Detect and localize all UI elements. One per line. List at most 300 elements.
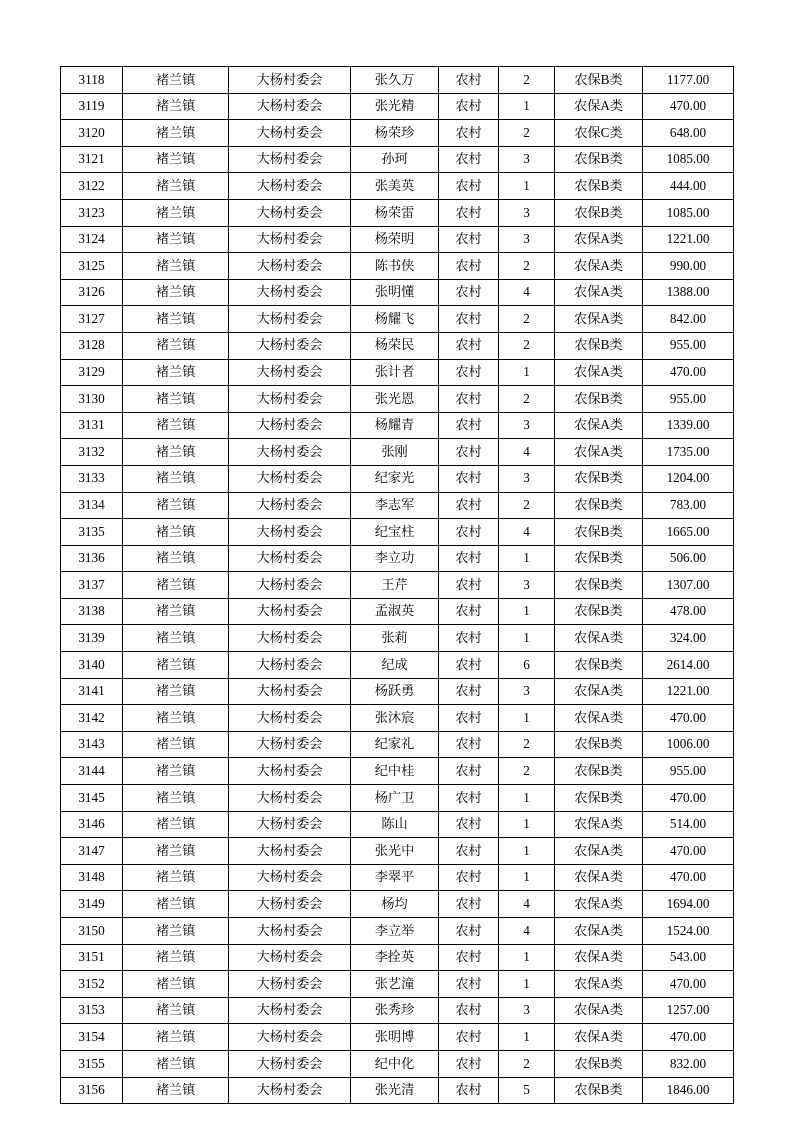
table-row [61, 598, 734, 625]
cell-person-count: 1 [499, 785, 555, 812]
cell-town: 褚兰镇 [123, 838, 229, 865]
cell-category: 农保B类 [555, 785, 643, 812]
table-row [61, 971, 734, 998]
cell-village: 大杨村委会 [229, 625, 351, 652]
cell-name: 杨广卫 [351, 785, 439, 812]
cell-category: 农保B类 [555, 519, 643, 546]
cell-name: 张艺潼 [351, 971, 439, 998]
cell-household-type: 农村 [439, 1077, 499, 1104]
cell-village: 大杨村委会 [229, 918, 351, 945]
cell-town: 褚兰镇 [123, 1077, 229, 1104]
cell-town: 褚兰镇 [123, 678, 229, 705]
cell-person-count: 4 [499, 519, 555, 546]
cell-town: 褚兰镇 [123, 359, 229, 386]
cell-household-type: 农村 [439, 465, 499, 492]
cell-person-count: 3 [499, 572, 555, 599]
cell-amount: 506.00 [643, 545, 734, 572]
cell-household-type: 农村 [439, 652, 499, 679]
cell-person-count: 1 [499, 971, 555, 998]
cell-category: 农保B类 [555, 572, 643, 599]
cell-town: 褚兰镇 [123, 67, 229, 94]
table-row [61, 67, 734, 94]
cell-id: 3141 [61, 678, 123, 705]
cell-id: 3135 [61, 519, 123, 546]
cell-id: 3121 [61, 146, 123, 173]
cell-amount: 470.00 [643, 785, 734, 812]
cell-person-count: 4 [499, 891, 555, 918]
cell-household-type: 农村 [439, 253, 499, 280]
cell-amount: 470.00 [643, 93, 734, 120]
cell-amount: 1307.00 [643, 572, 734, 599]
cell-village: 大杨村委会 [229, 253, 351, 280]
cell-household-type: 农村 [439, 332, 499, 359]
table-body [61, 67, 734, 1104]
cell-person-count: 3 [499, 678, 555, 705]
cell-person-count: 3 [499, 412, 555, 439]
cell-person-count: 3 [499, 146, 555, 173]
cell-id: 3152 [61, 971, 123, 998]
cell-village: 大杨村委会 [229, 306, 351, 333]
cell-category: 农保A类 [555, 864, 643, 891]
cell-id: 3123 [61, 199, 123, 226]
table-row [61, 1077, 734, 1104]
table-row [61, 412, 734, 439]
cell-id: 3119 [61, 93, 123, 120]
cell-village: 大杨村委会 [229, 705, 351, 732]
cell-town: 褚兰镇 [123, 120, 229, 147]
cell-village: 大杨村委会 [229, 519, 351, 546]
cell-category: 农保A类 [555, 1024, 643, 1051]
cell-village: 大杨村委会 [229, 1024, 351, 1051]
cell-category: 农保C类 [555, 120, 643, 147]
cell-amount: 1221.00 [643, 226, 734, 253]
cell-name: 杨荣明 [351, 226, 439, 253]
cell-town: 褚兰镇 [123, 545, 229, 572]
cell-id: 3118 [61, 67, 123, 94]
cell-village: 大杨村委会 [229, 93, 351, 120]
cell-village: 大杨村委会 [229, 811, 351, 838]
table-row [61, 572, 734, 599]
cell-id: 3146 [61, 811, 123, 838]
cell-category: 农保B类 [555, 67, 643, 94]
cell-town: 褚兰镇 [123, 519, 229, 546]
cell-village: 大杨村委会 [229, 572, 351, 599]
cell-id: 3150 [61, 918, 123, 945]
cell-household-type: 农村 [439, 412, 499, 439]
cell-category: 农保B类 [555, 545, 643, 572]
cell-household-type: 农村 [439, 997, 499, 1024]
cell-name: 陈山 [351, 811, 439, 838]
cell-amount: 842.00 [643, 306, 734, 333]
cell-amount: 1204.00 [643, 465, 734, 492]
cell-village: 大杨村委会 [229, 279, 351, 306]
cell-name: 张计者 [351, 359, 439, 386]
table-row [61, 625, 734, 652]
cell-village: 大杨村委会 [229, 652, 351, 679]
cell-amount: 1846.00 [643, 1077, 734, 1104]
cell-name: 张光恩 [351, 386, 439, 413]
cell-town: 褚兰镇 [123, 652, 229, 679]
cell-name: 张光清 [351, 1077, 439, 1104]
cell-id: 3132 [61, 439, 123, 466]
cell-id: 3147 [61, 838, 123, 865]
cell-id: 3153 [61, 997, 123, 1024]
cell-household-type: 农村 [439, 226, 499, 253]
cell-category: 农保B类 [555, 386, 643, 413]
cell-name: 纪家光 [351, 465, 439, 492]
cell-town: 褚兰镇 [123, 811, 229, 838]
cell-person-count: 1 [499, 838, 555, 865]
cell-household-type: 农村 [439, 492, 499, 519]
cell-town: 褚兰镇 [123, 412, 229, 439]
cell-village: 大杨村委会 [229, 864, 351, 891]
cell-household-type: 农村 [439, 785, 499, 812]
table-row [61, 997, 734, 1024]
cell-category: 农保A类 [555, 306, 643, 333]
cell-person-count: 5 [499, 1077, 555, 1104]
table-row [61, 439, 734, 466]
table-row [61, 306, 734, 333]
cell-person-count: 4 [499, 279, 555, 306]
cell-amount: 648.00 [643, 120, 734, 147]
cell-village: 大杨村委会 [229, 199, 351, 226]
cell-name: 纪成 [351, 652, 439, 679]
cell-household-type: 农村 [439, 944, 499, 971]
table-row [61, 705, 734, 732]
cell-person-count: 3 [499, 997, 555, 1024]
table-row [61, 173, 734, 200]
cell-amount: 1339.00 [643, 412, 734, 439]
cell-town: 褚兰镇 [123, 598, 229, 625]
cell-category: 农保A类 [555, 439, 643, 466]
cell-id: 3134 [61, 492, 123, 519]
cell-person-count: 4 [499, 439, 555, 466]
cell-town: 褚兰镇 [123, 332, 229, 359]
table-row [61, 864, 734, 891]
cell-person-count: 2 [499, 386, 555, 413]
table-row [61, 545, 734, 572]
cell-town: 褚兰镇 [123, 439, 229, 466]
cell-person-count: 1 [499, 705, 555, 732]
cell-id: 3149 [61, 891, 123, 918]
cell-id: 3139 [61, 625, 123, 652]
cell-village: 大杨村委会 [229, 997, 351, 1024]
cell-household-type: 农村 [439, 705, 499, 732]
cell-name: 杨荣雷 [351, 199, 439, 226]
cell-household-type: 农村 [439, 67, 499, 94]
cell-id: 3122 [61, 173, 123, 200]
cell-village: 大杨村委会 [229, 173, 351, 200]
cell-category: 农保B类 [555, 173, 643, 200]
cell-village: 大杨村委会 [229, 465, 351, 492]
cell-person-count: 2 [499, 306, 555, 333]
table-row [61, 678, 734, 705]
cell-household-type: 农村 [439, 439, 499, 466]
cell-household-type: 农村 [439, 386, 499, 413]
cell-id: 3148 [61, 864, 123, 891]
cell-id: 3126 [61, 279, 123, 306]
cell-household-type: 农村 [439, 864, 499, 891]
cell-person-count: 2 [499, 492, 555, 519]
cell-person-count: 2 [499, 758, 555, 785]
cell-town: 褚兰镇 [123, 625, 229, 652]
cell-person-count: 2 [499, 253, 555, 280]
cell-household-type: 农村 [439, 811, 499, 838]
cell-name: 张久万 [351, 67, 439, 94]
cell-person-count: 1 [499, 1024, 555, 1051]
cell-household-type: 农村 [439, 891, 499, 918]
cell-id: 3142 [61, 705, 123, 732]
cell-category: 农保A类 [555, 412, 643, 439]
cell-person-count: 1 [499, 625, 555, 652]
cell-person-count: 1 [499, 359, 555, 386]
table-row [61, 758, 734, 785]
cell-household-type: 农村 [439, 279, 499, 306]
cell-household-type: 农村 [439, 971, 499, 998]
table-row [61, 519, 734, 546]
cell-village: 大杨村委会 [229, 120, 351, 147]
cell-household-type: 农村 [439, 731, 499, 758]
cell-amount: 543.00 [643, 944, 734, 971]
cell-name: 李翠平 [351, 864, 439, 891]
cell-category: 农保A类 [555, 918, 643, 945]
cell-town: 褚兰镇 [123, 492, 229, 519]
cell-id: 3137 [61, 572, 123, 599]
cell-amount: 1388.00 [643, 279, 734, 306]
cell-person-count: 4 [499, 918, 555, 945]
cell-household-type: 农村 [439, 93, 499, 120]
cell-amount: 1177.00 [643, 67, 734, 94]
cell-id: 3138 [61, 598, 123, 625]
cell-id: 3144 [61, 758, 123, 785]
cell-category: 农保A类 [555, 93, 643, 120]
table-row [61, 386, 734, 413]
table-row [61, 226, 734, 253]
cell-amount: 470.00 [643, 705, 734, 732]
cell-town: 褚兰镇 [123, 1024, 229, 1051]
cell-id: 3125 [61, 253, 123, 280]
cell-person-count: 3 [499, 199, 555, 226]
cell-name: 李志军 [351, 492, 439, 519]
cell-id: 3136 [61, 545, 123, 572]
cell-amount: 955.00 [643, 332, 734, 359]
cell-name: 李立举 [351, 918, 439, 945]
cell-person-count: 3 [499, 465, 555, 492]
cell-town: 褚兰镇 [123, 758, 229, 785]
cell-household-type: 农村 [439, 120, 499, 147]
cell-village: 大杨村委会 [229, 67, 351, 94]
table-row [61, 652, 734, 679]
table-row [61, 918, 734, 945]
cell-person-count: 1 [499, 864, 555, 891]
cell-amount: 470.00 [643, 838, 734, 865]
cell-household-type: 农村 [439, 519, 499, 546]
cell-amount: 955.00 [643, 758, 734, 785]
cell-village: 大杨村委会 [229, 386, 351, 413]
cell-town: 褚兰镇 [123, 891, 229, 918]
cell-village: 大杨村委会 [229, 1077, 351, 1104]
cell-household-type: 农村 [439, 678, 499, 705]
cell-name: 张刚 [351, 439, 439, 466]
cell-name: 纪中化 [351, 1050, 439, 1077]
cell-category: 农保B类 [555, 146, 643, 173]
cell-town: 褚兰镇 [123, 386, 229, 413]
cell-village: 大杨村委会 [229, 146, 351, 173]
table-row [61, 253, 734, 280]
table-row [61, 1050, 734, 1077]
cell-name: 张明懂 [351, 279, 439, 306]
cell-village: 大杨村委会 [229, 492, 351, 519]
cell-category: 农保A类 [555, 253, 643, 280]
cell-amount: 1257.00 [643, 997, 734, 1024]
table-row [61, 731, 734, 758]
cell-village: 大杨村委会 [229, 1050, 351, 1077]
table-row [61, 332, 734, 359]
cell-village: 大杨村委会 [229, 598, 351, 625]
cell-amount: 1694.00 [643, 891, 734, 918]
cell-name: 孟淑英 [351, 598, 439, 625]
cell-id: 3154 [61, 1024, 123, 1051]
cell-name: 纪宝柱 [351, 519, 439, 546]
cell-category: 农保A类 [555, 279, 643, 306]
cell-id: 3133 [61, 465, 123, 492]
cell-category: 农保B类 [555, 492, 643, 519]
cell-village: 大杨村委会 [229, 439, 351, 466]
cell-id: 3145 [61, 785, 123, 812]
cell-person-count: 6 [499, 652, 555, 679]
cell-person-count: 1 [499, 811, 555, 838]
cell-name: 李立功 [351, 545, 439, 572]
cell-person-count: 1 [499, 944, 555, 971]
cell-name: 张光精 [351, 93, 439, 120]
cell-amount: 783.00 [643, 492, 734, 519]
table-row [61, 93, 734, 120]
cell-household-type: 农村 [439, 173, 499, 200]
cell-town: 褚兰镇 [123, 306, 229, 333]
cell-town: 褚兰镇 [123, 918, 229, 945]
cell-household-type: 农村 [439, 199, 499, 226]
cell-category: 农保A类 [555, 359, 643, 386]
cell-id: 3140 [61, 652, 123, 679]
cell-town: 褚兰镇 [123, 146, 229, 173]
cell-town: 褚兰镇 [123, 864, 229, 891]
cell-name: 张莉 [351, 625, 439, 652]
cell-household-type: 农村 [439, 758, 499, 785]
cell-amount: 1665.00 [643, 519, 734, 546]
cell-town: 褚兰镇 [123, 785, 229, 812]
cell-village: 大杨村委会 [229, 838, 351, 865]
cell-person-count: 1 [499, 93, 555, 120]
cell-town: 褚兰镇 [123, 173, 229, 200]
cell-category: 农保A类 [555, 944, 643, 971]
cell-name: 杨荣珍 [351, 120, 439, 147]
cell-household-type: 农村 [439, 918, 499, 945]
cell-amount: 1085.00 [643, 199, 734, 226]
beneficiary-table [60, 66, 734, 1104]
cell-town: 褚兰镇 [123, 997, 229, 1024]
cell-person-count: 3 [499, 226, 555, 253]
cell-village: 大杨村委会 [229, 758, 351, 785]
cell-amount: 1735.00 [643, 439, 734, 466]
cell-town: 褚兰镇 [123, 279, 229, 306]
cell-category: 农保A类 [555, 811, 643, 838]
cell-id: 3155 [61, 1050, 123, 1077]
cell-name: 孙珂 [351, 146, 439, 173]
cell-id: 3127 [61, 306, 123, 333]
cell-category: 农保B类 [555, 1077, 643, 1104]
cell-household-type: 农村 [439, 572, 499, 599]
cell-village: 大杨村委会 [229, 891, 351, 918]
cell-category: 农保B类 [555, 465, 643, 492]
table-row [61, 492, 734, 519]
cell-category: 农保B类 [555, 598, 643, 625]
cell-town: 褚兰镇 [123, 253, 229, 280]
cell-person-count: 1 [499, 545, 555, 572]
cell-town: 褚兰镇 [123, 93, 229, 120]
cell-amount: 990.00 [643, 253, 734, 280]
table-row [61, 891, 734, 918]
cell-id: 3156 [61, 1077, 123, 1104]
cell-village: 大杨村委会 [229, 785, 351, 812]
cell-category: 农保A类 [555, 226, 643, 253]
cell-name: 纪中桂 [351, 758, 439, 785]
cell-id: 3129 [61, 359, 123, 386]
table-row [61, 359, 734, 386]
cell-amount: 470.00 [643, 864, 734, 891]
table-row [61, 199, 734, 226]
cell-town: 褚兰镇 [123, 199, 229, 226]
cell-category: 农保B类 [555, 652, 643, 679]
cell-amount: 470.00 [643, 971, 734, 998]
cell-person-count: 1 [499, 598, 555, 625]
cell-id: 3120 [61, 120, 123, 147]
cell-town: 褚兰镇 [123, 971, 229, 998]
cell-category: 农保A类 [555, 838, 643, 865]
cell-category: 农保A类 [555, 971, 643, 998]
cell-category: 农保A类 [555, 997, 643, 1024]
cell-amount: 955.00 [643, 386, 734, 413]
cell-household-type: 农村 [439, 1050, 499, 1077]
table-row [61, 944, 734, 971]
cell-village: 大杨村委会 [229, 678, 351, 705]
cell-category: 农保B类 [555, 758, 643, 785]
cell-household-type: 农村 [439, 146, 499, 173]
cell-id: 3131 [61, 412, 123, 439]
cell-amount: 324.00 [643, 625, 734, 652]
cell-village: 大杨村委会 [229, 412, 351, 439]
cell-id: 3143 [61, 731, 123, 758]
cell-person-count: 2 [499, 731, 555, 758]
cell-village: 大杨村委会 [229, 332, 351, 359]
cell-name: 杨跃勇 [351, 678, 439, 705]
cell-village: 大杨村委会 [229, 971, 351, 998]
cell-amount: 832.00 [643, 1050, 734, 1077]
cell-town: 褚兰镇 [123, 944, 229, 971]
cell-category: 农保B类 [555, 1050, 643, 1077]
cell-amount: 470.00 [643, 359, 734, 386]
cell-person-count: 2 [499, 67, 555, 94]
cell-town: 褚兰镇 [123, 226, 229, 253]
cell-person-count: 2 [499, 1050, 555, 1077]
table-row [61, 811, 734, 838]
cell-name: 张秀珍 [351, 997, 439, 1024]
cell-household-type: 农村 [439, 545, 499, 572]
cell-id: 3124 [61, 226, 123, 253]
cell-household-type: 农村 [439, 838, 499, 865]
table-row [61, 785, 734, 812]
table-row [61, 465, 734, 492]
cell-village: 大杨村委会 [229, 226, 351, 253]
